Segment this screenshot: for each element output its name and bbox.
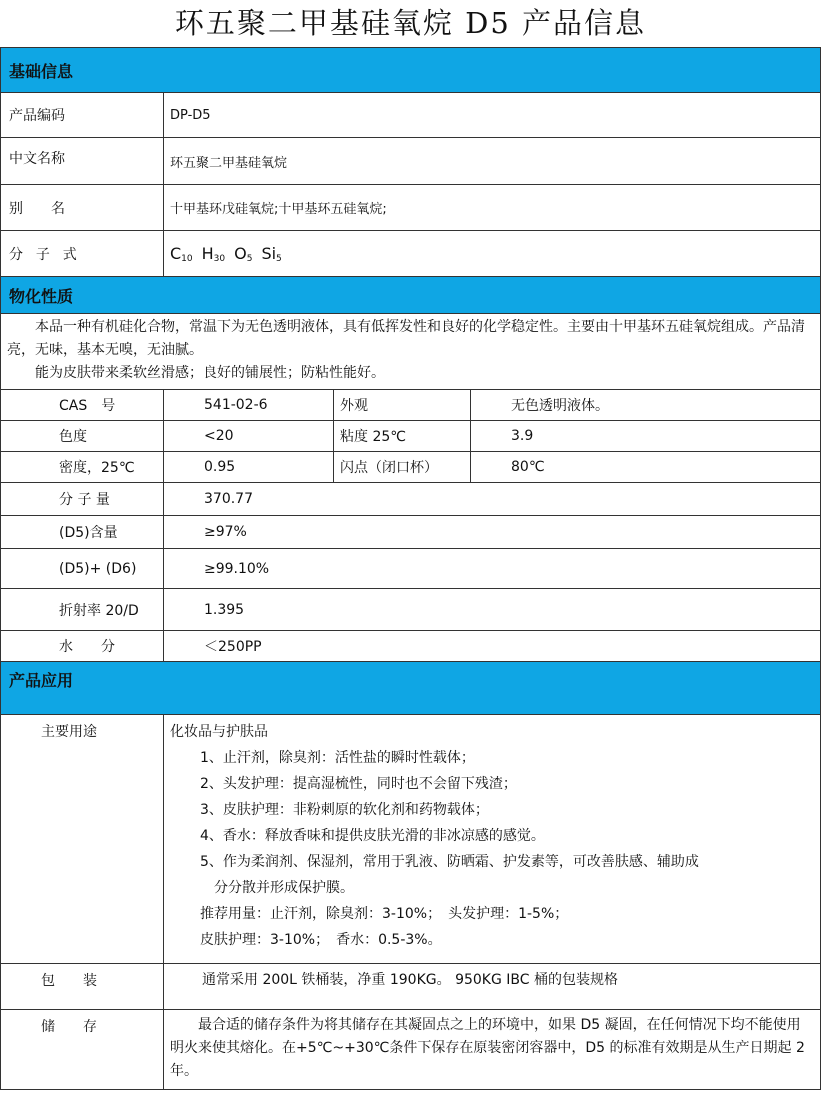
- page-title: 环五聚二甲基硅氧烷 D5 产品信息: [174, 6, 647, 40]
- section-title-props: 物化性质: [1, 277, 821, 314]
- alias-label: 别 名: [1, 185, 164, 231]
- section-title-apps: 产品应用: [1, 662, 821, 715]
- prop-label: (D5)含量: [1, 516, 164, 549]
- prop-label: CAS 号: [1, 390, 164, 421]
- prop-row: [1, 589, 821, 631]
- usage-line: 推荐用量：止汗剂，除臭剂：3-10%； 头发护理：1-5%；: [200, 906, 569, 922]
- row-usage: [1, 715, 821, 964]
- chinese-name-value: 环五聚二甲基硅氧烷: [164, 138, 821, 185]
- chinese-name-label: 中文名称: [1, 138, 164, 185]
- prop-label: 折射率 20/D: [1, 589, 164, 631]
- usage-line: 3、皮肤护理：非粉刺原的软化剂和药物载体；: [200, 802, 489, 818]
- product-code-label: 产品编码: [1, 93, 164, 138]
- prop-row: [1, 390, 821, 421]
- product-info-sheet: [0, 47, 820, 1090]
- row-formula: [1, 231, 821, 277]
- product-code-value: DP-D5: [164, 93, 821, 138]
- row-chinese-name: [1, 138, 821, 185]
- prop-value: 80℃: [471, 452, 821, 483]
- usage-line: 皮肤护理：3-10%； 香水：0.5-3%。: [200, 932, 442, 948]
- formula-subscript: 5: [246, 253, 253, 264]
- section-header-apps: [1, 662, 821, 715]
- usage-line: 分分散并形成保护膜。: [214, 880, 354, 896]
- prop-label: 外观: [334, 390, 471, 421]
- prop-label: 色度: [1, 421, 164, 452]
- section-header-basic: [1, 48, 821, 93]
- prop-value: 541-02-6: [164, 390, 334, 421]
- props-description-2: 能为皮肤带来柔软丝滑感；良好的铺展性；防粘性能好。: [35, 365, 385, 381]
- prop-value: 1.395: [164, 589, 821, 631]
- info-table: [0, 47, 821, 1090]
- formula-label: 分 子 式: [1, 231, 164, 277]
- formula-subscript: 10: [181, 253, 193, 264]
- row-packing: [1, 964, 821, 1010]
- storage-value: [164, 1010, 821, 1090]
- prop-value: ≥97%: [164, 516, 821, 549]
- formula-subscript: 5: [276, 253, 282, 264]
- props-description-1: 本品一种有机硅化合物，常温下为无色透明液体，具有低挥发性和良好的化学稳定性。主要由十甲基环五硅氧烷组成。产品清亮，无味，基本无嗅，无油腻。: [7, 319, 805, 358]
- prop-row: [1, 549, 821, 589]
- formula-element: $Si_5$: [261, 243, 282, 264]
- usage-line: 2、头发护理：提高湿梳性，同时也不会留下残渣；: [200, 776, 517, 792]
- prop-label: 闪点（闭口杯）: [334, 452, 471, 483]
- formula-subscript: 30: [213, 253, 226, 264]
- prop-value: 370.77: [164, 483, 821, 516]
- row-alias: [1, 185, 821, 231]
- row-product-code: [1, 93, 821, 138]
- packing-value: 通常采用 200L 铁桶装，净重 190KG。 950KG IBC 桶的包装规格: [164, 964, 821, 1010]
- section-title-basic: 基础信息: [1, 48, 821, 93]
- row-props-description: [1, 314, 821, 390]
- prop-label: 水 分: [1, 631, 164, 662]
- prop-label: 密度，25℃: [1, 452, 164, 483]
- molecular-formula: [170, 244, 291, 263]
- usage-line: 化妆品与护肤品: [170, 724, 268, 740]
- prop-label: 粘度 25℃: [334, 421, 471, 452]
- prop-label: (D5)+ (D6): [1, 549, 164, 589]
- usage-line: 5、作为柔润剂、保湿剂，常用于乳液、防晒霜、护发素等，可改善肤感、辅助成: [200, 854, 699, 870]
- prop-label: 分 子 量: [1, 483, 164, 516]
- row-storage: [1, 1010, 821, 1090]
- prop-value: 0.95: [164, 452, 334, 483]
- storage-text: 最合适的储存条件为将其储存在其凝固点之上的环境中，如果 D5 凝固，在任何情况下均不能使用明火来使其熔化。在+5℃~+30℃条件下保存在原装密闭容器中，D5 的标准有效期是从生产日期起 2 年。: [170, 1017, 805, 1079]
- formula-element: $H_{30}$: [201, 243, 226, 264]
- usage-label: 主要用途: [1, 715, 164, 964]
- formula-element: $C_{10}$: [170, 243, 193, 264]
- usage-line: 4、香水：释放香味和提供皮肤光滑的非冰凉感的感觉。: [200, 828, 545, 844]
- prop-row: [1, 483, 821, 516]
- prop-value: <20: [164, 421, 334, 452]
- prop-row: [1, 421, 821, 452]
- prop-row: [1, 631, 821, 662]
- usage-line: 1、止汗剂，除臭剂：活性盐的瞬时性载体；: [200, 750, 475, 766]
- prop-value: 无色透明液体。: [471, 390, 821, 421]
- packing-label: 包 装: [1, 964, 164, 1010]
- formula-element: $O_5$: [234, 243, 253, 264]
- formula-value: [164, 231, 821, 277]
- prop-value: ＜250PP: [164, 631, 821, 662]
- storage-label: 储 存: [1, 1010, 164, 1090]
- prop-value: ≥99.10%: [164, 549, 821, 589]
- usage-content: [164, 715, 821, 964]
- prop-row: [1, 516, 821, 549]
- prop-row: [1, 452, 821, 483]
- prop-value: 3.9: [471, 421, 821, 452]
- section-header-props: [1, 277, 821, 314]
- alias-value: 十甲基环戊硅氧烷;十甲基环五硅氧烷;: [164, 185, 821, 231]
